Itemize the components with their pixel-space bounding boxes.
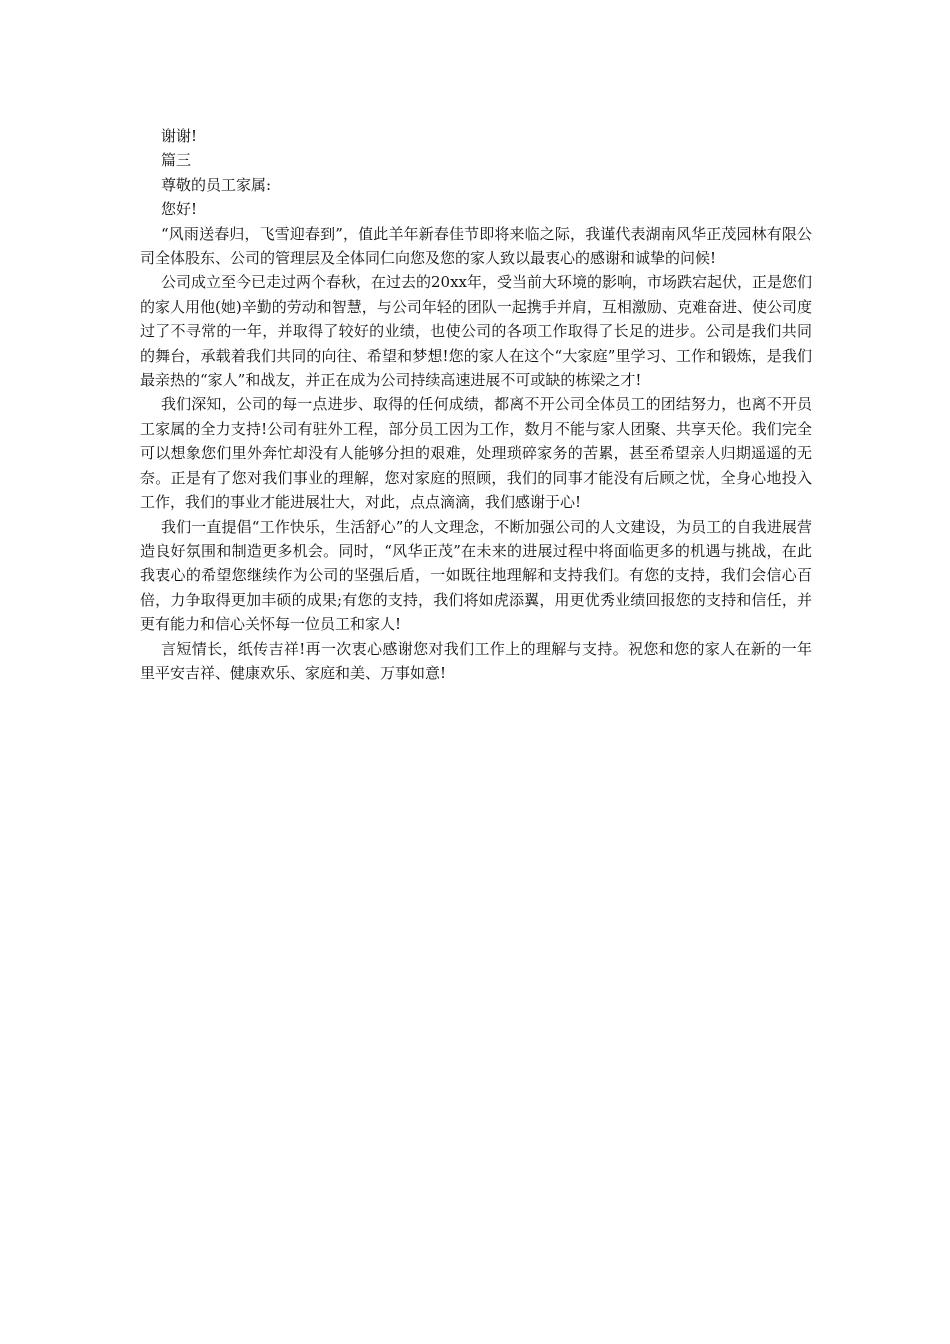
- body-paragraph-2: 公司成立至今已走过两个春秋，在过去的20xx年，受当前大环境的影响，市场跌宕起伏，正是您们的家人用他(她)辛勤的劳动和智慧，与公司年轻的团队一起携手并肩，互相激励、克难奋进、使公司度过了不寻常的一年，并取得了较好的业绩，也使公司的各项工作取得了长足的进步。公司是我们共同的舞台，承载着我们共同的向往、希望和梦想!您的家人在这个“大家庭”里学习、工作和锻炼，是我们最亲热的“家人”和战友，并正在成为公司持续高速进展不可或缺的栋梁之才!: [140, 273, 813, 390]
- greeting: 您好!: [161, 200, 198, 219]
- letter-body: [140, 124, 812, 685]
- body-paragraph-3: 我们深知，公司的每一点进步、取得的任何成绩，都离不开公司全体员工的团结努力，也离不开员工家属的全力支持!公司有驻外工程，部分员工因为工作，数月不能与家人团聚、共享天伦。我们完全可以想象您们里外奔忙却没有人能够分担的艰难，处理琐碎家务的苦累，甚至希望亲人归期遥遥的无奈。正是有了您对我们事业的理解，您对家庭的照顾，我们的同事才能没有后顾之忧，全身心地投入工作，我们的事业才能进展壮大，对此，点点滴滴，我们感谢于心!: [140, 395, 812, 512]
- section-heading: 篇三: [161, 151, 192, 170]
- closing-thanks: 谢谢!: [161, 127, 198, 145]
- salutation: 尊敬的员工家属:: [161, 175, 272, 194]
- body-paragraph-4: 我们一直提倡“工作快乐，生活舒心”的人文理念，不断加强公司的人文建设，为员工的自我进展营造良好氛围和制造更多机会。同时，“风华正茂”在未来的进展过程中将面临更多的机遇与挑战，在此我衷心的希望您继续作为公司的坚强后盾，一如既往地理解和支持我们。有您的支持，我们会信心百倍，力争取得更加丰硕的成果;有您的支持，我们将如虎添翼，用更优秀业绩回报您的支持和信任，并更有能力和信心关怀每一位员工和家人!: [140, 517, 812, 634]
- body-paragraph-5: 言短情长，纸传吉祥!再一次衷心感谢您对我们工作上的理解与支持。祝您和您的家人在新的一年里平安吉祥、健康欢乐、家庭和美、万事如意!: [140, 639, 812, 682]
- body-paragraph-1: “风雨送春归，飞雪迎春到”，值此羊年新春佳节即将来临之际，我谨代表湖南风华正茂园林有限公司全体股东、公司的管理层及全体同仁向您及您的家人致以最衷心的感谢和诚挚的问候!: [140, 224, 812, 268]
